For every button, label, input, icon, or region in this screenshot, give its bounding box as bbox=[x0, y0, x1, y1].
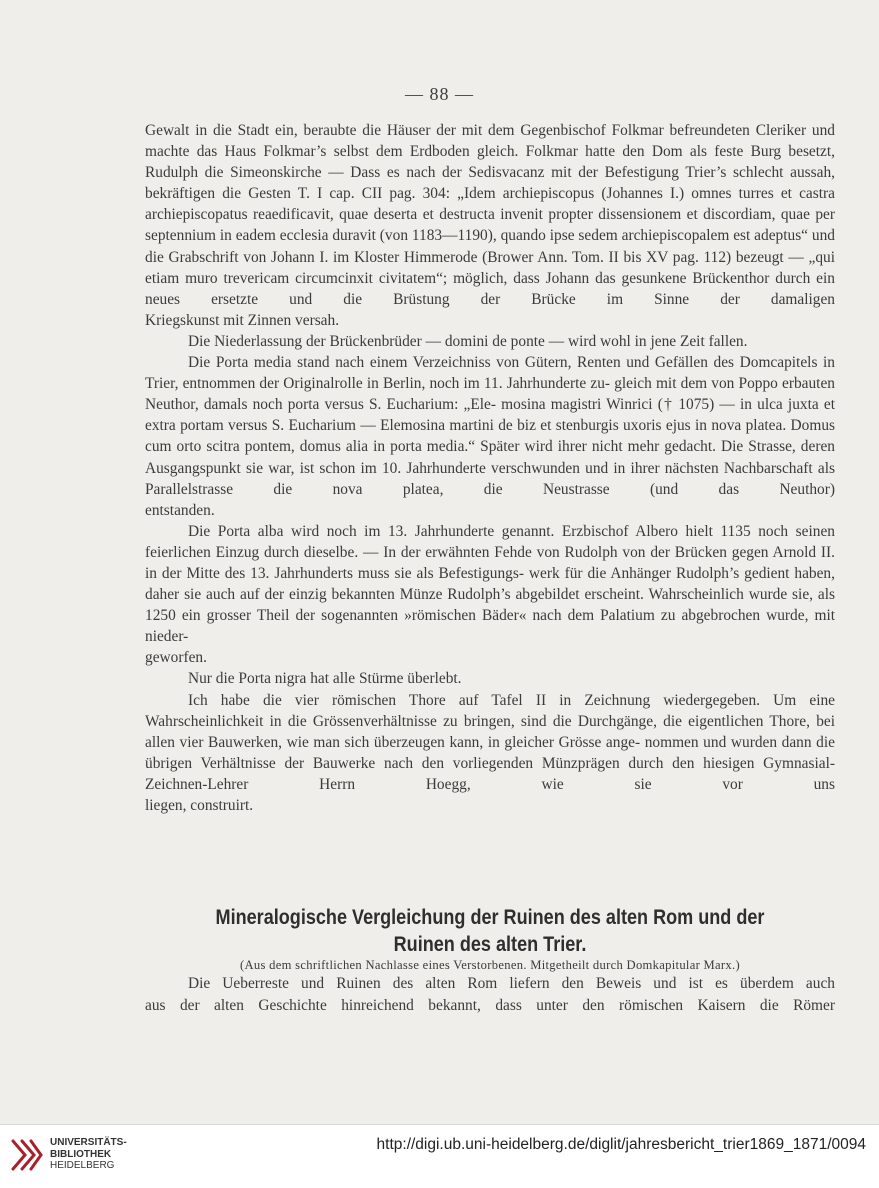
paragraph-end: geworfen. bbox=[145, 649, 207, 667]
section-heading-line: Mineralogische Vergleichung der Ruinen des alten Rom und der bbox=[215, 906, 765, 929]
section-subtitle: (Aus dem schriftlichen Nachlasse eines Verstorbenen. Mitgetheilt durch Domkapitular Marx.) bbox=[240, 958, 740, 972]
page-number: — 88 — bbox=[405, 84, 474, 104]
paragraph-end: Kriegskunst mit Zinnen versah. bbox=[145, 311, 340, 329]
paragraph: Die Ueberreste und Ruinen des alten Rom liefern den Beweis und ist es überdem auch bbox=[188, 975, 835, 992]
paragraph: Die Porta media stand nach einem Verzeichniss von Gütern, Renten und Gefällen des Domcapitels in Trier, entnommen der Originalrolle in Berlin, noch im 11. Jahrhunderte zu- gleich mit dem von Poppo erbauten Neuthor, damals noch porta versus S. Eucharium: „Ele- mosina magistri Winrici († 1075) — in ulca juxta et extra portam versus S. Eucharium — Elemosina martini de biz et stenburgis uxoris ejus in nova platea. Domus cum orto scitra pontem, domus alia in porta media.“ Später wird ihrer nicht mehr gedacht. Die Strasse, deren Ausgangspunkt sie war, ist schon im 10. Jahrhunderte verschwunden und in ihrer nächsten Nachbarschaft als Parallelstrasse die nova platea, die Neustrasse (und das Neuthor) bbox=[145, 354, 836, 498]
library-name: UNIVERSITÄTS- BIBLIOTHEK HEIDELBERG bbox=[50, 1137, 127, 1171]
section-heading-line: Ruinen des alten Trier. bbox=[393, 933, 587, 956]
paragraph-continuation: aus der alten Geschichte hinreichend bekannt, dass unter den römischen Kaisern die Römer bbox=[145, 996, 835, 1014]
paragraph: Die Niederlassung der Brückenbrüder — domini de ponte — wird wohl in jene Zeit fallen. bbox=[188, 332, 748, 350]
section-heading bbox=[193, 904, 786, 958]
section-body-text bbox=[145, 973, 835, 1016]
paragraph: Die Porta alba wird noch im 13. Jahrhunderte genannt. Erzbischof Albero hielt 1135 noch seinen feierlichen Einzug durch dieselbe. — In der erwähnten Fehde von Rudolph von der Brücken gegen Arnold II. in der Mitte des 13. Jahrhunderts muss sie als Befestigungs- werk für die Anhänger Rudolph’s gedient haben, daher sie auch auf der einzig bekannten Münze Rudolph’s abgebildet erscheint. Wahrscheinlich wurde sie, als 1250 ein grosser Theil der sogenannten »römischen Bäder« nach dem Palatium zu abgebrochen wurde, mit nieder- bbox=[145, 522, 836, 646]
viewer-footer bbox=[0, 1124, 879, 1188]
paragraph: Nur die Porta nigra hat alle Stürme überlebt. bbox=[188, 670, 462, 688]
paragraph-end: entstanden. bbox=[145, 501, 215, 519]
permalink-url[interactable]: http://digi.ub.uni-heidelberg.de/diglit/jahresbericht_trier1869_1871/0094 bbox=[376, 1136, 866, 1153]
paragraph: Ich habe die vier römischen Thore auf Tafel II in Zeichnung wiedergegeben. Um eine Wahrscheinlichkeit in die Grössenverhältnisse zu bringen, sind die Durchgänge, die eigentlichen Thore, bei allen vier Bauwerken, wie man sich überzeugen kann, in gleicher Grösse ange- nommen und wurden dann die übrigen Verhältnisse der Bauwerke nach den vorliegenden Münzprägen durch den hiesigen Gymnasial-Zeichnen-Lehrer Herrn Hoegg, wie sie vor uns bbox=[145, 691, 836, 793]
paragraph: Gewalt in die Stadt ein, beraubte die Häuser der mit dem Gegenbischof Folkmar befreundeten Cleriker und machte das Haus Folkmar’s selbst dem Erdboden gleich. Folkmar hatte den Dom als feste Burg besetzt, Rudulph die Simeonskirche — Dass es nach der Sedisvacanz mit der Befestigung Trier’s schlecht aussah, bekräftigen die Gesten T. I cap. CII pag. 304: „Idem archiepiscopus (Johannes I.) omnes turres et castra archiepiscopatus reaedificavit, quae deserta et destructa invenit propter dissensionem et discordiam, quae per septennium in eadem ecclesia duravit (von 1183—1190), quando ipse sedem archiepiscopalem est adeptus“ und die Grabschrift von Johann I. im Kloster Himmerode (Brower Ann. Tom. II bis XV pag. 112) bezeugt — „qui etiam muro trevericam circumcinxit civitatem“; möglich, dass Johann das gesunkene Brückenthor durch ein neues ersetzte und die Brüstung der Brücke im Sinne der damaligen bbox=[145, 122, 835, 308]
university-library-logo-icon bbox=[10, 1135, 44, 1175]
paragraph-end: liegen, construirt. bbox=[145, 797, 254, 814]
body-text bbox=[145, 120, 835, 816]
